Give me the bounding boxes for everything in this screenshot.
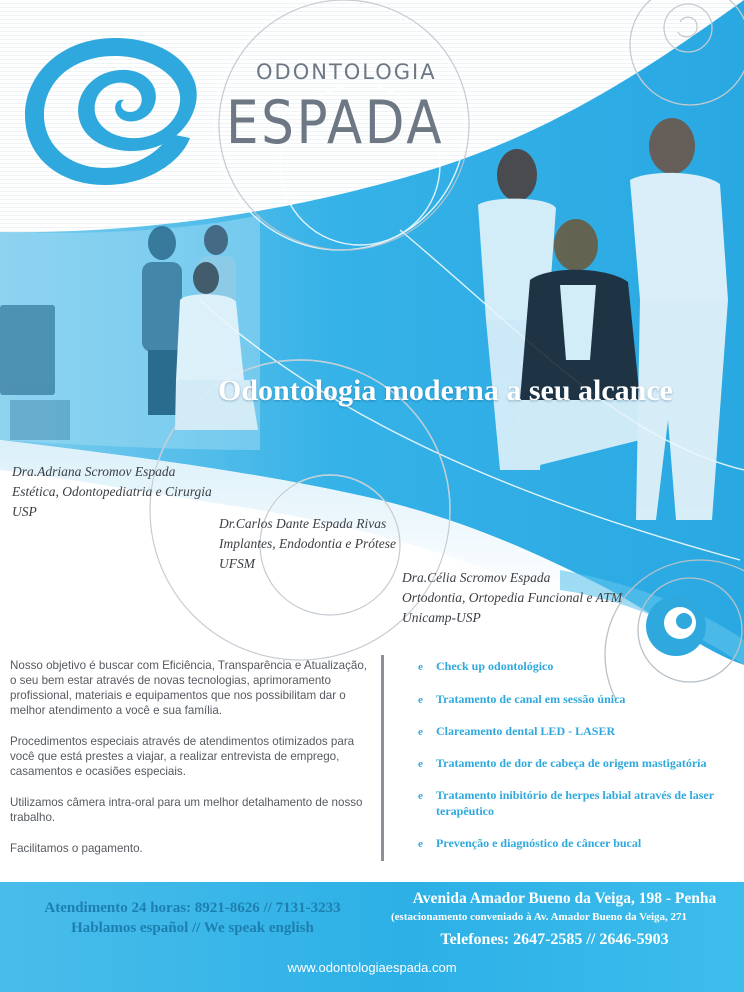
logo-bullet-icon: e: [418, 726, 423, 738]
parking-note: (estacionamento conveniado à Av. Amador Bueno da Veiga, 271: [391, 911, 688, 923]
doctor-school: Unicamp-USP: [402, 610, 481, 625]
service-item: e Clareamento dental LED - LASER: [418, 724, 616, 738]
address-line: Avenida Amador Bueno da Veiga, 198 - Penha: [412, 890, 717, 907]
doctor-school: UFSM: [219, 556, 255, 571]
phones-line: Telefones: 2647-2585 // 2646-5903: [440, 931, 669, 948]
service-item: e Prevenção e diagnóstico de câncer bucal: [418, 836, 642, 850]
doctor-1: [12, 462, 212, 522]
espada-logo-icon: [20, 30, 210, 190]
intro-paragraph: Utilizamos câmera intra-oral para um melhor detalhamento de nosso trabalho.: [10, 796, 363, 824]
doctor-specialty: Implantes, Endodontia e Prótese: [219, 536, 396, 551]
brand-name: ESPADA: [226, 88, 445, 158]
headline: Odontologia moderna a seu alcance: [218, 374, 673, 407]
logo-bullet-icon: e: [418, 790, 423, 802]
service-item: e Check up odontológico: [418, 659, 554, 673]
doctor-name: Dr.Carlos Dante Espada Rivas: [219, 516, 387, 531]
logo-bullet-icon: e: [418, 694, 423, 706]
footer-bar: [0, 882, 744, 992]
doctor-2: [219, 514, 396, 574]
intro-text: [10, 658, 370, 872]
service-item: e Tratamento de dor de cabeça de origem mastigatória: [418, 756, 707, 770]
service-item: e Tratamento de canal em sessão única: [418, 692, 626, 706]
footer-address-block: [385, 888, 744, 952]
hours-line: Atendimento 24 horas: 8921-8626 // 7131-3233: [44, 900, 341, 916]
doctor-specialty: Ortodontia, Ortopedia Funcional e ATM: [402, 590, 623, 605]
logo-bullet-icon: e: [418, 758, 423, 770]
doctor-3: [402, 568, 622, 628]
service-item: e Tratamento inibitório de herpes labial através de laser terapêutico: [418, 788, 714, 818]
brand-subtitle: ODONTOLOGIA: [256, 60, 437, 84]
website-link[interactable]: www.odontologiaespada.com: [287, 960, 457, 975]
doctor-name: Dra.Célia Scromov Espada: [402, 570, 551, 585]
footer-contact: [0, 898, 385, 938]
intro-paragraph: Nosso objetivo é buscar com Eficiência, Transparência e Atualização, o seu bem estar através de novas tecnologias, aprimoramento profissional, materiais e equipamentos que nos possibilitam dar o melhor atendimento a você e sua família.: [10, 659, 368, 717]
column-divider: [381, 655, 384, 861]
logo-bullet-icon: e: [418, 661, 423, 673]
services-list: [418, 658, 738, 851]
doctor-specialty: Estética, Odontopediatria e Cirurgia: [12, 484, 212, 499]
doctor-name: Dra.Adriana Scromov Espada: [12, 464, 176, 479]
intro-paragraph: Procedimentos especiais através de atendimentos otimizados para você que está prestes a viajar, a realizar entrevista de emprego, casamentos e ocasiões especiais.: [10, 735, 355, 778]
logo-bullet-icon: e: [418, 838, 423, 850]
intro-paragraph: Facilitamos o pagamento.: [10, 842, 143, 855]
doctor-school: USP: [12, 504, 37, 519]
languages-line: Hablamos español // We speak english: [71, 920, 314, 936]
